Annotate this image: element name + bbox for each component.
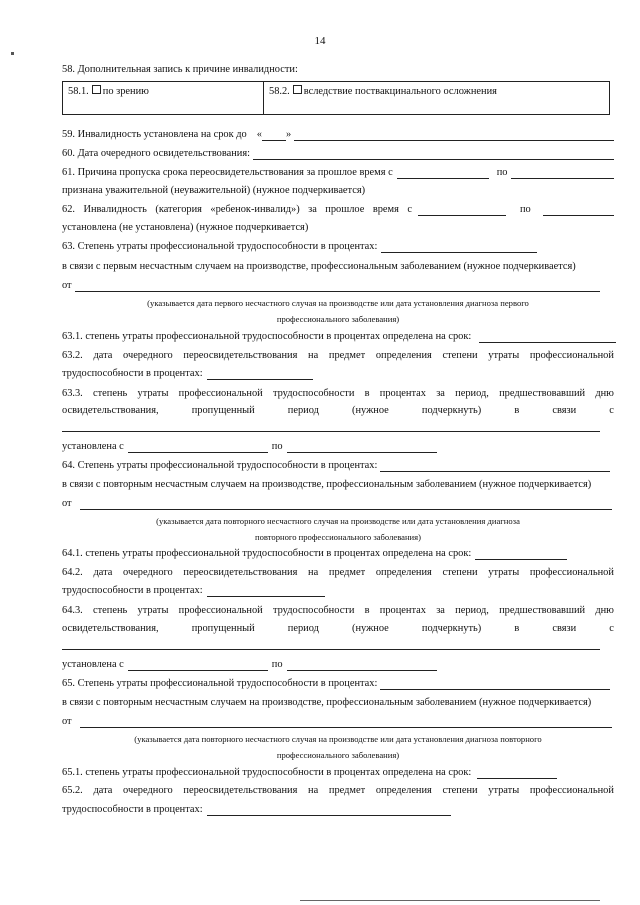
word: предмет [328,350,366,361]
s64-caption2: повторного профессионального заболевания) [255,532,421,542]
word: степени [442,785,478,796]
word: степени [442,567,478,578]
s63-1-line [62,331,616,343]
s63-ot: от [62,280,72,291]
word: освидетельствования, [62,623,159,634]
s64-ot-field[interactable] [80,499,612,510]
s65-1-line [62,767,614,779]
word: 64.2. [62,567,83,578]
word: подчеркнуть) [421,623,482,634]
checkbox-vaccine[interactable] [293,85,302,94]
s59-close-quote: » [285,129,292,140]
word: очередного [123,785,173,796]
s61-to-field[interactable] [511,168,614,179]
word: (категория [155,204,202,215]
word: утраты [137,605,169,616]
s65-caption1: (указывается дата повторного несчастного случая на производстве или дата установления диагноза повторного [134,734,542,744]
s63-2-text: трудоспособности в процентах: [62,368,203,379]
word: на [308,350,319,361]
s59-open-quote: « [256,129,262,140]
page-bottom-rule [300,900,600,901]
s64-2-field[interactable] [207,586,325,597]
s64-2-text: трудоспособности в процентах: [62,585,203,596]
s64-1-line [62,548,614,560]
word: дню [595,605,614,616]
s58-opt2-num: 58.2. [269,86,290,97]
s64-2-line2 [62,585,614,597]
s58-options-table [62,81,610,115]
s64-established-line [62,659,614,671]
s59-date-field[interactable] [294,130,614,141]
word: профессиональной [529,567,614,578]
word: прошлое [325,204,365,215]
s59-line [62,129,614,141]
s58-opt1-num: 58.1. [68,86,89,97]
word: процентах [379,605,426,616]
word: с [407,204,412,215]
word: определения [375,785,432,796]
s63-caption1: (указывается дата первого несчастного случая на производстве или дата установления диагноза первого [147,298,529,308]
s65-ot-field[interactable] [80,717,612,728]
s64-ot-line [62,498,612,510]
word: очередного [123,567,173,578]
word: с [609,623,614,634]
s58-title: 58. Дополнительная запись к причине инвалидности: [62,64,298,75]
word: определения [375,567,432,578]
word: в [364,388,370,399]
word: время [372,204,399,215]
word: переосвидетельствования [183,785,298,796]
word: 63.2. [62,350,83,361]
s61-text: 61. Причина пропуска срока переосвидетельствования за прошлое время с [62,167,393,178]
word: 64.3. [62,605,83,616]
word: за [436,388,445,399]
s63-title-line [62,241,614,253]
s64-established: установлена с [62,659,124,670]
word: на [308,567,319,578]
s65-1-text: 65.1. степень утраты профессиональной трудоспособности в процентах определена на срок: [62,767,472,778]
s64-reason: в связи с повторным несчастным случаем на производстве, профессиональным заболеванием (нужное подчеркивается) [62,479,592,490]
word: 63.3. [62,388,83,399]
word: трудоспособности [272,388,355,399]
s65-title-line [62,678,610,690]
s64-ot: от [62,498,72,509]
word: степень [93,388,128,399]
word: профессиональной [178,605,263,616]
word: дню [595,388,614,399]
word: период, [455,388,489,399]
s64-2-line1 [62,567,614,579]
s65-caption2: профессионального заболевания) [276,750,400,760]
word: предмет [328,567,366,578]
s65-title: 65. Степень утраты профессиональной трудоспособности в процентах: [62,678,378,689]
s64-from-field[interactable] [128,660,268,671]
s63-ot-field[interactable] [75,281,600,292]
s63-from-field[interactable] [128,442,268,453]
word: 65.2. [62,785,83,796]
s64-3-blank-line[interactable] [62,639,600,650]
page-number: 14 [314,35,326,47]
word: связи [552,405,577,416]
word: за [436,605,445,616]
word: предмет [328,785,366,796]
word: профессиональной [529,350,614,361]
s65-2-line2 [62,804,614,816]
s63-2-field[interactable] [207,369,313,380]
word: дата [93,350,113,361]
s64-3-line1 [62,605,614,617]
s59-prefix: 59. Инвалидность установлена на срок до [62,129,247,140]
checkbox-vision[interactable] [92,85,101,94]
word: дата [93,785,113,796]
s61-line2: признана уважительной (неуважительной) (нужное подчеркивается) [62,185,366,196]
s65-reason: в связи с повторным несчастным случаем на производстве, профессиональным заболеванием (нужное подчеркивается) [62,697,592,708]
word: утраты [137,388,169,399]
s60-date-field[interactable] [253,149,614,160]
word: период [287,405,319,416]
s64-percent-field[interactable] [380,461,610,472]
s64-title: 64. Степень утраты профессиональной трудоспособности в процентах: [62,460,378,471]
word: профессиональной [178,388,263,399]
s64-1-text: 64.1. степень утраты профессиональной трудоспособности в процентах определена на срок: [62,548,472,559]
word: Инвалидность [83,204,147,215]
s65-2-text: трудоспособности в процентах: [62,804,203,815]
word: (нужное [352,623,389,634]
word: пропущенный [191,405,255,416]
s58-opt2-text: вследствие поствакцинального осложнения [303,86,497,97]
s60-line [62,148,614,160]
s62-line1 [62,204,614,216]
s63-to-field[interactable] [287,442,437,453]
word: за [308,204,317,215]
word: утраты [488,785,520,796]
word: (нужное [352,405,389,416]
word: определения [375,350,432,361]
word: предшествовавший [499,388,586,399]
word: в [514,623,520,634]
word: период, [455,605,489,616]
s64-3-line2 [62,623,614,635]
s63-2-line2 [62,368,614,380]
s63-caption2: профессионального заболевания) [276,314,400,324]
s64-to-field[interactable] [287,660,437,671]
word: освидетельствования, [62,405,159,416]
s63-2-line1 [62,350,614,362]
s61-line1 [62,167,614,179]
word: дата [93,567,113,578]
s63-3-blank-line[interactable] [62,421,600,432]
s64-title-line [62,460,610,472]
word: в [364,605,370,616]
word: утраты [488,567,520,578]
word: связи [552,623,577,634]
word: процентах [379,388,426,399]
s62-po: по [520,204,531,215]
s59-day-field[interactable] [262,130,286,141]
word: трудоспособности [272,605,355,616]
s60-text: 60. Дата очередного освидетельствования: [62,148,251,159]
word: степени [442,350,478,361]
word: период [287,623,319,634]
word: переосвидетельствования [183,567,298,578]
s63-3-line2 [62,405,614,417]
word: «ребенок-инвалид») [210,204,300,215]
s62-from-field[interactable] [418,205,506,216]
s64-1-field[interactable] [475,549,567,560]
word: профессиональной [529,785,614,796]
word: в [514,405,520,416]
s64-po: по [271,659,283,670]
word: пропущенный [191,623,255,634]
word: 62. [62,204,75,215]
word: утраты [488,350,520,361]
s63-established-line [62,441,614,453]
s63-3-line1 [62,388,614,400]
word: предшествовавший [499,605,586,616]
s63-title: 63. Степень утраты профессиональной трудоспособности в процентах: [62,241,378,252]
word: очередного [123,350,173,361]
s63-ot-line [62,280,600,292]
s62-to-field[interactable] [543,205,614,216]
s65-2-field[interactable] [207,805,451,816]
s64-caption1: (указывается дата повторного несчастного случая на производстве или дата установления диагноза [156,516,520,526]
s63-established: установлена с [62,441,124,452]
s61-from-field[interactable] [397,168,489,179]
word: на [308,785,319,796]
s62-words [62,204,412,216]
s65-2-line1 [62,785,614,797]
word: степень [93,605,128,616]
s58-opt1-text: по зрению [102,86,149,97]
s65-1-field[interactable] [477,768,557,779]
s65-ot-line [62,716,612,728]
s65-percent-field[interactable] [380,679,610,690]
s63-po: по [271,441,283,452]
s65-ot: от [62,716,72,727]
s61-po: по [496,167,508,178]
s63-1-field[interactable] [479,332,616,343]
s63-reason: в связи с первым несчастным случаем на производстве, профессиональным заболеванием (нужное подчеркивается) [62,261,576,272]
s62-line2: установлена (не установлена) (нужное подчеркивается) [62,222,309,233]
word: с [609,405,614,416]
s63-1-text: 63.1. степень утраты профессиональной трудоспособности в процентах определена на срок: [62,331,472,342]
word: переосвидетельствования [183,350,298,361]
s58-option-vision [63,82,264,115]
s58-option-vaccine [264,82,610,115]
scan-mark [11,52,14,55]
s63-percent-field[interactable] [381,242,537,253]
word: подчеркнуть) [421,405,482,416]
